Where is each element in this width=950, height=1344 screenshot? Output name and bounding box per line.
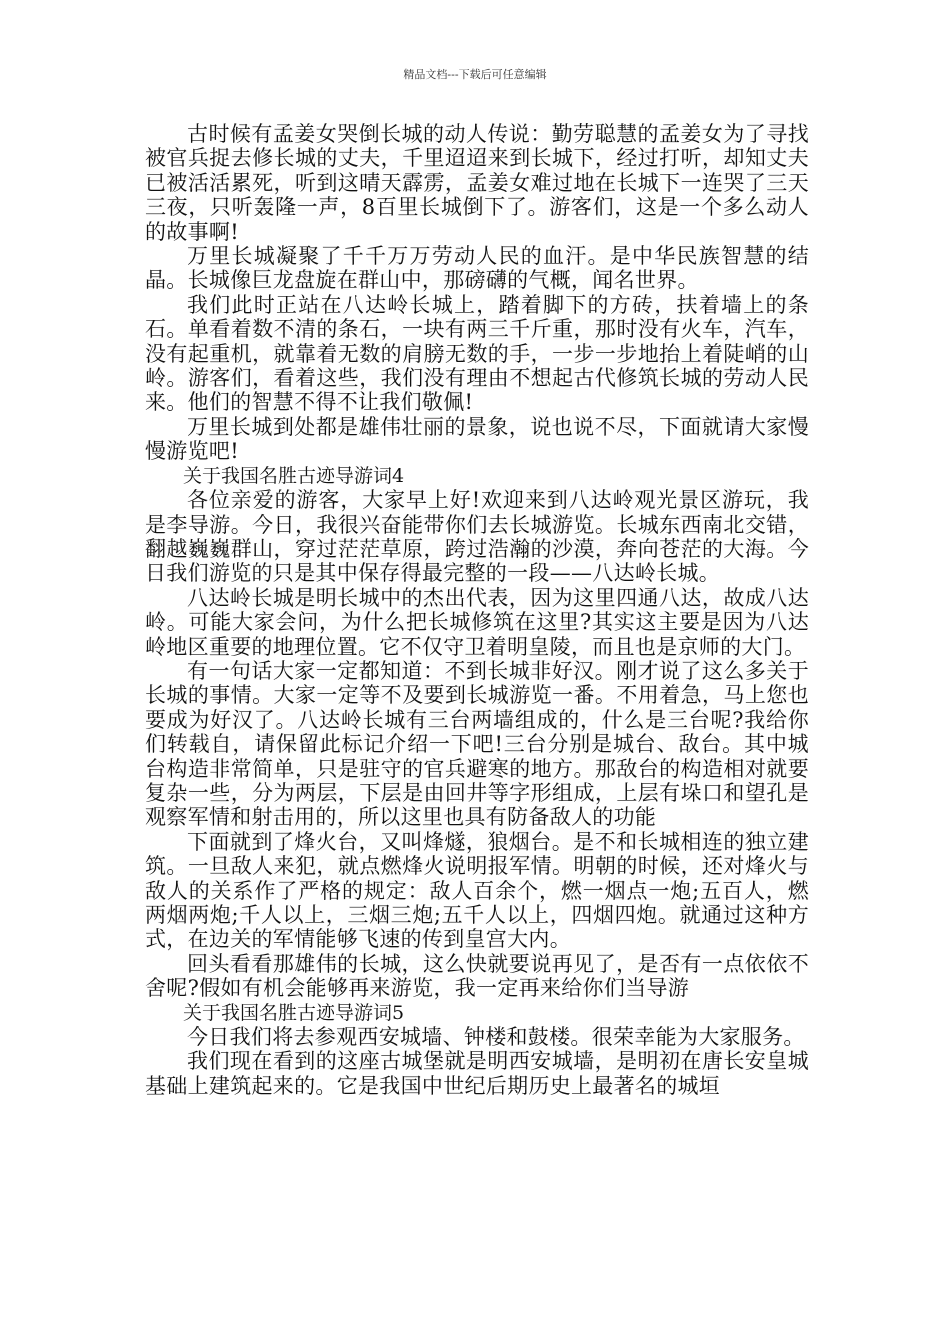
paragraph: 今日我们将去参观西安城墙、钟楼和鼓楼。很荣幸能为大家服务。 <box>187 1025 805 1050</box>
paragraph: 回头看看那雄伟的长城，这么快就要说再见了，是否有一点依依不舍呢?假如有机会能够再来游览，我一定再来给你们当导游 <box>145 951 809 1001</box>
section-heading: 关于我国名胜古迹导游词5 <box>183 1001 405 1024</box>
paragraph: 古时候有孟姜女哭倒长城的动人传说：勤劳聪慧的孟姜女为了寻找被官兵捉去修长城的丈夫，千里迢迢来到长城下，经过打听，却知丈夫已被活活累死，听到这晴天霹雳，孟姜女难过地在长城下一连哭了三天三夜，只听轰隆一声，8百里长城倒下了。游客们，这是一个多么动人的故事啊! <box>145 122 809 244</box>
paragraph: 八达岭长城是明长城中的杰出代表，因为这里四通八达，故成八达岭。可能大家会问，为什么把长城修筑在这里?其实这主要是因为八达岭地区重要的地理位置。它不仅守卫着明皇陵，而且也是京师的大门。 <box>145 585 809 659</box>
page-header: 精品文档---下载后可任意编辑 <box>403 68 547 81</box>
paragraph: 下面就到了烽火台，又叫烽燧，狼烟台。是不和长城相连的独立建筑。一旦敌人来犯，就点燃烽火说明报军情。明朝的时候，还对烽火与敌人的关系作了严格的规定：敌人百余个，燃一烟点一炮;五百人，燃两烟两炮;千人以上，三烟三炮;五千人以上，四烟四炮。就通过这种方式，在边关的军情能够飞速的传到皇宫大内。 <box>145 829 809 952</box>
paragraph: 有一句话大家一定都知道：不到长城非好汉。刚才说了这么多关于长城的事情。大家一定等不及要到长城游览一番。不用着急，马上您也要成为好汉了。八达岭长城有三台两墙组成的，什么是三台呢?我给你们转载自，请保留此标记介绍一下吧!三台分别是城台、敌台。其中城台构造非常简单，只是驻守的官兵避寒的地方。那敌台的构造相对就要复杂一些，分为两层，下层是由回井等字形组成，上层有垛口和望孔是观察军情和射击用的，所以这里也具有防备敌人的功能 <box>145 658 809 830</box>
paragraph: 各位亲爱的游客，大家早上好!欢迎来到八达岭观光景区游玩，我是李导游。今日，我很兴奋能带你们去长城游览。长城东西南北交错，翻越巍巍群山，穿过茫茫草原，跨过浩瀚的沙漠，奔向苍茫的大海。今日我们游览的只是其中保存得最完整的一段——八达岭长城。 <box>145 488 809 586</box>
paragraph: 我们现在看到的这座古城堡就是明西安城墙，是明初在唐长安皇城基础上建筑起来的。它是我国中世纪后期历史上最著名的城垣 <box>145 1049 809 1098</box>
paragraph: 万里长城凝聚了千千万万劳动人民的血汗。是中华民族智慧的结晶。长城像巨龙盘旋在群山中，那磅礴的气概，闻名世界。 <box>145 244 809 293</box>
document-body <box>145 122 809 1098</box>
section-heading: 关于我国名胜古迹导游词4 <box>183 464 405 487</box>
paragraph: 万里长城到处都是雄伟壮丽的景象，说也说不尽，下面就请大家慢慢游览吧! <box>145 414 809 464</box>
paragraph: 我们此时正站在八达岭长城上，踏着脚下的方砖，扶着墙上的条石。单看着数不清的条石，一块有两三千斤重，那时没有火车，汽车，没有起重机，就靠着无数的肩膀无数的手，一步一步地抬上着陡峭的山岭。游客们，看着这些，我们没有理由不想起古代修筑长城的劳动人民来。他们的智慧不得不让我们敬佩! <box>145 292 809 415</box>
